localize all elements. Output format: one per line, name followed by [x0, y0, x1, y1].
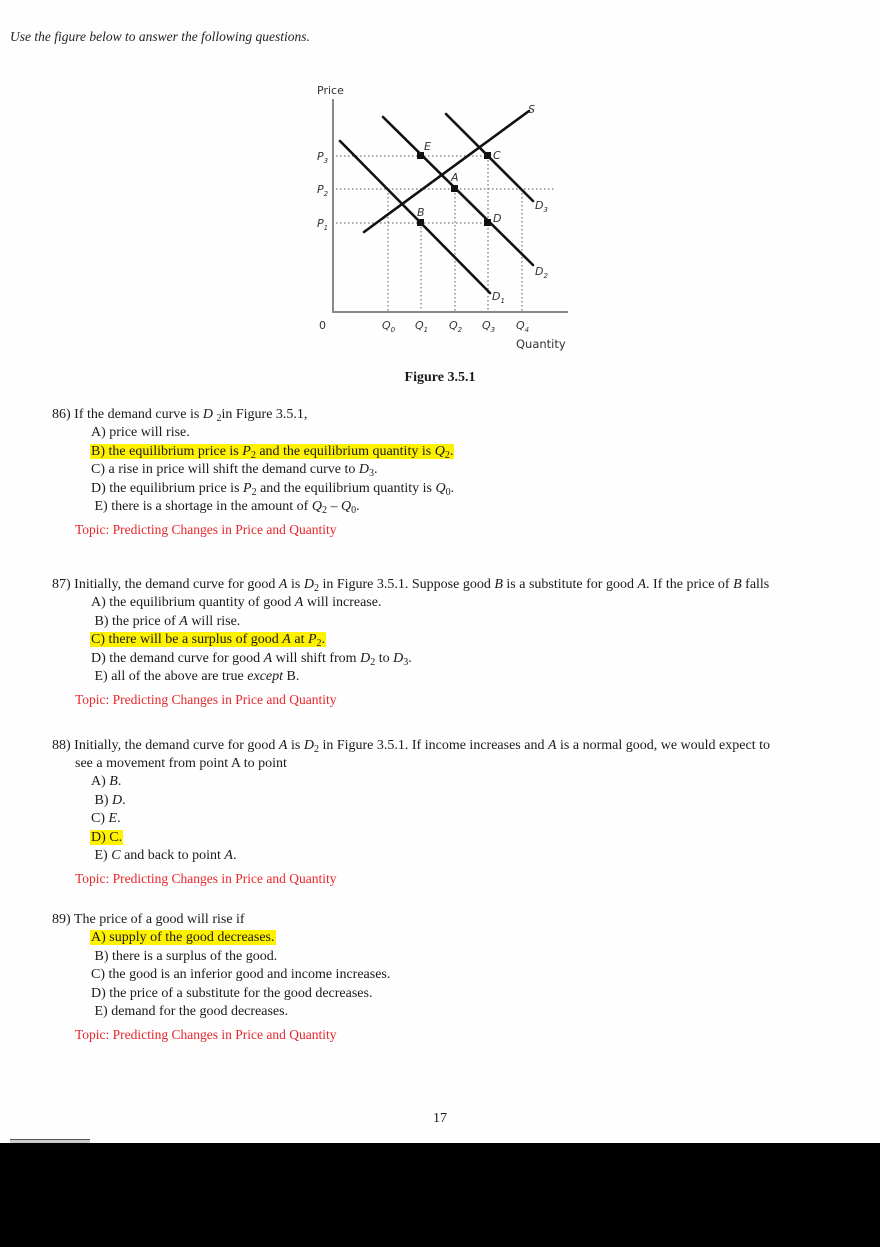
svg-text:Q1: $Q_1$ [415, 319, 429, 334]
option-e: E) there is a shortage in the amount of $Q_2 - Q_0$. [91, 499, 360, 516]
option-a-highlighted: A) supply of the good decreases. [91, 930, 275, 945]
svg-text:Q2: $Q_2$ [449, 319, 463, 334]
option-d: D) the price of a substitute for the good decreases. [91, 985, 373, 1001]
option-b: B) there is a surplus of the good. [94, 948, 278, 964]
viewer-background [0, 1143, 880, 1247]
option-c: C) the good is an inferior good and income increases. [91, 967, 391, 982]
y-axis-label: Price [317, 84, 344, 97]
option-a: A) price will rise. [91, 425, 190, 440]
svg-text:A: A [451, 171, 459, 184]
question-stem: 87) Initially, the demand curve for good A is $D_2$ in Figure 3.5.1. Suppose good B is a substitute for good A. If the price of B falls [52, 577, 770, 594]
topic-label: Topic: Predicting Changes in Price and Quantity [75, 691, 337, 707]
question-87 [52, 576, 769, 709]
instruction-text: Use the figure below to answer the following questions. [10, 29, 310, 44]
svg-text:Q0: $Q_0$ [382, 319, 396, 334]
option-c: C) E. [91, 811, 121, 826]
option-c-highlighted: C) there will be a surplus of good A at $P_2$. [91, 632, 326, 649]
svg-text:P2: $P_2$ [317, 183, 329, 198]
option-d: D) the equilibrium price is $P_2$ and the equilibrium quantity is $Q_0$. [91, 480, 455, 498]
question-stem: 88) Initially, the demand curve for good A is $D_2$ in Figure 3.5.1. If income increases and A is a normal good, we would expect to [52, 738, 770, 755]
option-e: E) demand for the good decreases. [94, 1004, 289, 1019]
supply-demand-figure [300, 75, 590, 365]
question-86 [52, 406, 455, 539]
figure-caption: Figure 3.5.1 [404, 370, 476, 385]
svg-text:Q4: $Q_4$ [516, 319, 530, 334]
svg-text:D3: $D_3$ [535, 199, 548, 214]
topic-label: Topic: Predicting Changes in Price and Quantity [75, 521, 337, 537]
svg-text:C: C [493, 149, 501, 162]
svg-text:P3: $P_3$ [317, 150, 329, 165]
page-number: 17 [433, 1111, 447, 1126]
option-e: E) C and back to point A. [91, 848, 237, 863]
option-b: B) D. [91, 792, 126, 808]
svg-text:D: D [493, 212, 502, 225]
question-stem: 89) The price of a good will rise if [52, 912, 245, 927]
svg-text:D2: $D_2$ [535, 265, 548, 280]
option-b: B) the price of A will rise. [91, 613, 241, 629]
svg-text:B: B [417, 206, 425, 219]
option-c: C) a rise in price will shift the demand curve to $D_3$. [91, 462, 378, 479]
option-e: E) all of the above are true except B. [91, 669, 300, 684]
option-b-highlighted: B) the equilibrium price is $P_2$ and the equilibrium quantity is $Q_2$. [91, 443, 454, 461]
svg-text:E: E [424, 140, 431, 153]
option-a: A) B. [91, 774, 122, 789]
topic-label: Topic: Predicting Changes in Price and Quantity [75, 1026, 337, 1042]
svg-text:P1: $P_1$ [317, 217, 329, 232]
question-stem-continued: see a movement from point A to point [75, 756, 287, 771]
topic-label: Topic: Predicting Changes in Price and Quantity [75, 870, 337, 886]
origin-label: 0 [319, 319, 326, 332]
question-88 [52, 737, 770, 888]
option-d-highlighted: D) C. [91, 829, 123, 845]
demand-curve-d1 [340, 141, 490, 293]
svg-text:D1: $D_1$ [492, 290, 505, 305]
svg-text:S: S [528, 103, 535, 116]
option-d: D) the demand curve for good A will shift from $D_2$ to $D_3$. [91, 650, 412, 668]
question-stem: 86) If the demand curve is D $_2$in Figure 3.5.1, [52, 407, 308, 424]
question-89 [52, 911, 391, 1044]
svg-text:Q3: $Q_3$ [482, 319, 496, 334]
x-axis-label: Quantity [516, 337, 566, 351]
option-a: A) the equilibrium quantity of good A will increase. [91, 595, 382, 610]
